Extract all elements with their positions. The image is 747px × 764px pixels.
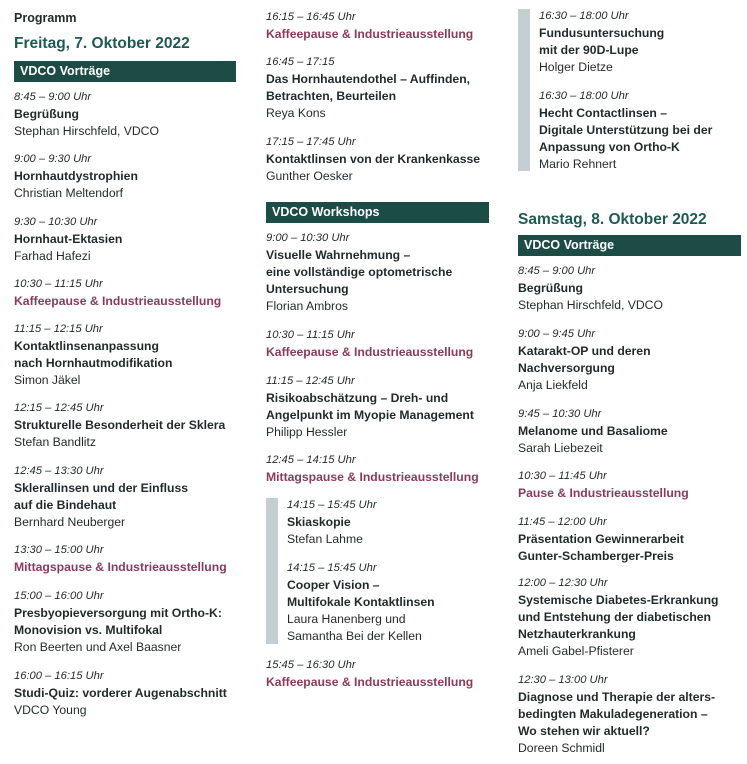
schedule-entry: [14, 588, 239, 656]
schedule-entry: [266, 54, 490, 122]
entry-title: Diagnose und Therapie der alters- bedingten Makuladegeneration – Wo stehen wir aktuell?: [518, 690, 716, 738]
entry-title: Sklerallinsen und der Einfluss auf die Bindehaut: [14, 481, 189, 512]
entry-speaker: Holger Dietze: [539, 60, 613, 74]
friday-title: Freitag, 7. Oktober 2022: [14, 35, 190, 52]
entry-time: 15:00 – 16:00 Uhr: [14, 590, 104, 602]
entry-speaker: Stefan Bandlitz: [14, 435, 96, 449]
entry-speaker: Doreen Schmidl: [518, 741, 605, 755]
schedule-entry: [14, 214, 239, 265]
entry-speaker: Bernhard Neuberger: [14, 515, 126, 529]
entry-pause: Mittagspause & Industrieausstellung: [266, 470, 479, 484]
entry-pause: Kaffeepause & Industrieausstellung: [14, 294, 222, 308]
entry-title: Kontaktlinsenanpassung nach Hornhautmodifikation: [14, 339, 173, 370]
schedule-entry: [14, 463, 239, 531]
entry-speaker: Mario Rehnert: [539, 157, 617, 171]
schedule-entry: [266, 134, 490, 185]
entry-time: 16:45 – 17:15: [266, 56, 335, 68]
entry-title: Presbyopieversorgung mit Ortho-K: Monovision vs. Multifokal: [14, 606, 222, 637]
entry-time: 12:15 – 12:45 Uhr: [14, 402, 104, 414]
entry-speaker: Philipp Hessler: [266, 425, 348, 439]
entry-time: 11:15 – 12:45 Uhr: [266, 375, 355, 387]
entry-speaker: Gunther Oesker: [266, 169, 353, 183]
entry-time: 12:00 – 12:30 Uhr: [518, 577, 608, 589]
saturday-title: Samstag, 8. Oktober 2022: [518, 211, 707, 228]
entry-time: 10:30 – 11:15 Uhr: [266, 329, 355, 341]
schedule-entry: [14, 276, 239, 310]
entry-title: Studi-Quiz: vorderer Augenabschnitt: [14, 686, 227, 700]
schedule-entry: [518, 326, 743, 394]
schedule-entry: [518, 406, 743, 457]
entry-title: Präsentation Gewinnerarbeit Gunter-Schamberger-Preis: [518, 532, 684, 563]
entry-time: 12:30 – 13:00 Uhr: [518, 674, 608, 686]
entry-title: Begrüßung: [518, 281, 583, 295]
entry-title: Hornhaut-Ektasien: [14, 232, 123, 246]
entry-speaker: Sarah Liebezeit: [518, 441, 603, 455]
entry-time: 11:15 – 12:15 Uhr: [14, 323, 103, 335]
entry-title: Fundusuntersuchung mit der 90D-Lupe: [539, 26, 665, 57]
schedule-entry: [518, 263, 743, 314]
entry-time: 16:30 – 18:00 Uhr: [539, 90, 629, 102]
schedule-entry: [518, 514, 743, 565]
entry-speaker: VDCO Young: [14, 703, 87, 717]
entry-speaker: Laura Hanenberg und Samantha Bei der Kellen: [287, 612, 422, 643]
saturday-section-bar: VDCO Vorträge: [518, 235, 741, 256]
entry-speaker: Anja Liekfeld: [518, 378, 588, 392]
entry-title: Systemische Diabetes-Erkrankung und Entstehung der diabetischen Netzhauterkrankung: [518, 593, 719, 641]
entry-speaker: Christian Meltendorf: [14, 186, 124, 200]
workshop-entry: [266, 452, 490, 486]
entry-speaker: Stephan Hirschfeld, VDCO: [518, 298, 663, 312]
entry-speaker: Farhad Hafezi: [14, 249, 91, 263]
entry-title: Strukturelle Besonderheit der Sklera: [14, 418, 226, 432]
entry-pause: Kaffeepause & Industrieausstellung: [266, 27, 474, 41]
entry-pause: Kaffeepause & Industrieausstellung: [266, 345, 474, 359]
schedule-entry: [518, 575, 743, 660]
parallel-session-bar: [518, 9, 530, 171]
friday-section-bar: VDCO Vorträge: [14, 61, 236, 82]
workshop-entry: [266, 373, 490, 441]
entry-time: 8:45 – 9:00 Uhr: [14, 91, 92, 103]
entry-speaker: Stephan Hirschfeld, VDCO: [14, 124, 159, 138]
schedule-entry: [518, 468, 743, 502]
entry-title: Visuelle Wahrnehmung – eine vollständige optometrische Untersuchung: [266, 248, 453, 296]
entry-speaker: Ameli Gabel-Pfisterer: [518, 644, 634, 658]
schedule-entry: [14, 151, 239, 202]
parallel-session-bar: [266, 498, 278, 644]
entry-pause: Mittagspause & Industrieausstellung: [14, 560, 227, 574]
entry-time: 12:45 – 13:30 Uhr: [14, 465, 104, 477]
entry-speaker: Florian Ambros: [266, 299, 348, 313]
schedule-entry: [266, 9, 490, 43]
entry-pause: Kaffeepause & Industrieausstellung: [266, 675, 474, 689]
entry-time: 9:00 – 9:30 Uhr: [14, 153, 92, 165]
entry-title: Skiaskopie: [287, 515, 351, 529]
entry-time: 9:00 – 10:30 Uhr: [266, 232, 350, 244]
entry-time: 17:15 – 17:45 Uhr: [266, 136, 356, 148]
entry-time: 16:00 – 16:15 Uhr: [14, 670, 104, 682]
entry-title: Das Hornhautendothel – Auffinden, Betrachten, Beurteilen: [266, 72, 471, 103]
entry-title: Kontaktlinsen von der Krankenkasse: [266, 152, 481, 166]
entry-speaker: Stefan Lahme: [287, 532, 363, 546]
workshop-entry: [266, 327, 490, 361]
entry-time: 10:30 – 11:15 Uhr: [14, 278, 103, 290]
schedule-entry: [14, 542, 239, 576]
schedule-entry: [518, 672, 743, 757]
workshops-section-bar: VDCO Workshops: [266, 202, 489, 223]
entry-title: Melanome und Basaliome: [518, 424, 668, 438]
entry-speaker: Ron Beerten und Axel Baasner: [14, 640, 182, 654]
entry-time: 15:45 – 16:30 Uhr: [266, 659, 356, 671]
workshop-entry: [287, 497, 490, 548]
entry-time: 9:00 – 9:45 Uhr: [518, 328, 596, 340]
entry-time: 16:30 – 18:00 Uhr: [539, 10, 629, 22]
entry-time: 14:15 – 15:45 Uhr: [287, 562, 377, 574]
entry-title: Hornhautdystrophien: [14, 169, 138, 183]
workshop-entry: [539, 88, 743, 173]
schedule-entry: [14, 400, 239, 451]
entry-speaker: Simon Jäkel: [14, 373, 81, 387]
schedule-entry: [14, 321, 239, 389]
entry-time: 14:15 – 15:45 Uhr: [287, 499, 377, 511]
entry-time: 11:45 – 12:00 Uhr: [518, 516, 607, 528]
entry-time: 16:15 – 16:45 Uhr: [266, 11, 356, 23]
entry-pause: Pause & Industrieausstellung: [518, 486, 689, 500]
entry-time: 12:45 – 14:15 Uhr: [266, 454, 356, 466]
workshop-entry: [266, 657, 490, 691]
entry-time: 9:30 – 10:30 Uhr: [14, 216, 98, 228]
entry-title: Cooper Vision – Multifokale Kontaktlinsen: [287, 578, 435, 609]
schedule-entry: [14, 668, 239, 719]
program-label: Programm: [14, 11, 77, 25]
entry-time: 10:30 – 11:45 Uhr: [518, 470, 607, 482]
entry-title: Hecht Contactlinsen – Digitale Unterstützung bei der Anpassung von Ortho-K: [539, 106, 713, 154]
entry-title: Begrüßung: [14, 107, 79, 121]
schedule-entry: [14, 89, 239, 140]
workshop-entry: [539, 8, 743, 76]
entry-time: 9:45 – 10:30 Uhr: [518, 408, 602, 420]
entry-title: Risikoabschätzung – Dreh- und Angelpunkt im Myopie Management: [266, 391, 474, 422]
workshop-entry: [287, 560, 490, 645]
workshop-entry: [266, 230, 490, 315]
entry-time: 8:45 – 9:00 Uhr: [518, 265, 596, 277]
entry-title: Katarakt-OP und deren Nachversorgung: [518, 344, 651, 375]
entry-speaker: Reya Kons: [266, 106, 326, 120]
entry-time: 13:30 – 15:00 Uhr: [14, 544, 104, 556]
